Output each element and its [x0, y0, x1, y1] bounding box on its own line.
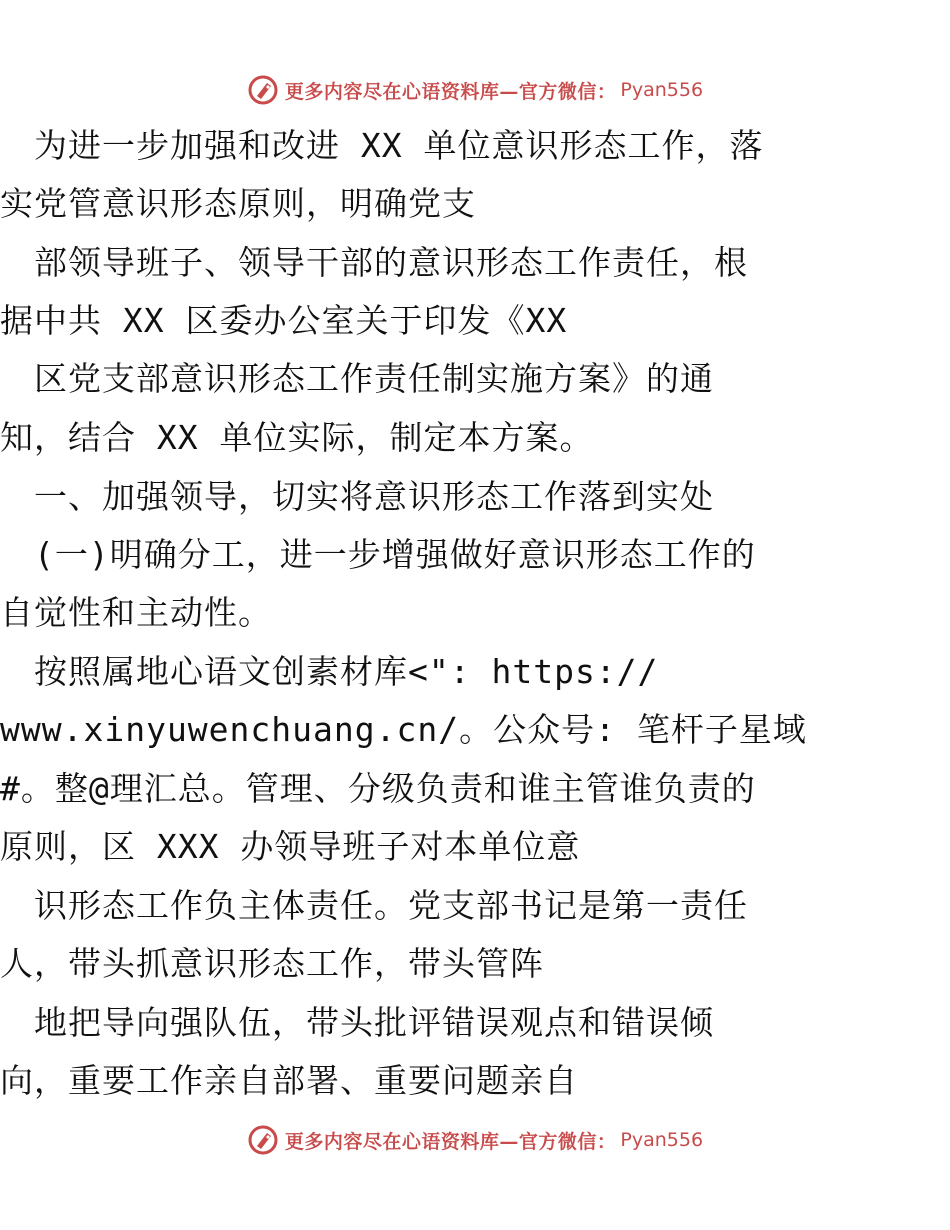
banner-contact: Pyan556 — [620, 1129, 704, 1151]
body-line: 区党支部意识形态工作责任制实施方案》的通 — [0, 359, 714, 398]
body-line: 人，带头抓意识形态工作，带头管阵 — [0, 944, 544, 983]
body-line: 自觉性和主动性。 — [0, 593, 272, 632]
footer-banner — [0, 1120, 950, 1160]
body-line: 为进一步加强和改进 XX 单位意识形态工作，落 — [0, 126, 764, 165]
section-heading: 一、加强领导，切实将意识形态工作落到实处 — [0, 477, 714, 516]
body-line: 按照属地心语文创素材库<": https:// — [0, 652, 659, 691]
body-line: 据中共 XX 区委办公室关于印发《XX — [0, 301, 568, 340]
body-line: 识形态工作负主体责任。党支部书记是第一责任 — [0, 886, 748, 925]
pen-nib-circle-icon — [247, 74, 279, 106]
body-line: 知，结合 XX 单位实际，制定本方案。 — [0, 418, 594, 457]
body-line: 向，重要工作亲自部署、重要问题亲自 — [0, 1061, 578, 1100]
banner-text: 更多内容尽在心语资料库—官方微信： — [284, 1130, 617, 1153]
body-line: 原则，区 XXX 办领导班子对本单位意 — [0, 827, 581, 866]
header-banner — [0, 70, 950, 110]
banner-text: 更多内容尽在心语资料库—官方微信： — [284, 80, 617, 103]
body-line: 部领导班子、领导干部的意识形态工作责任，根 — [0, 243, 748, 282]
body-line: 实党管意识形态原则，明确党支 — [0, 184, 476, 223]
body-line: www.xinyuwenchuang.cn/。公众号: 笔杆子星域 — [0, 710, 807, 749]
body-line: 地把导向强队伍，带头批评错误观点和错误倾 — [0, 1003, 714, 1042]
body-line: #。整@理汇总。管理、分级负责和谁主管谁负责的 — [0, 769, 756, 808]
body-line: (一)明确分工，进一步增强做好意识形态工作的 — [0, 535, 756, 574]
banner-contact: Pyan556 — [620, 79, 704, 101]
pen-nib-circle-icon — [247, 1124, 279, 1156]
